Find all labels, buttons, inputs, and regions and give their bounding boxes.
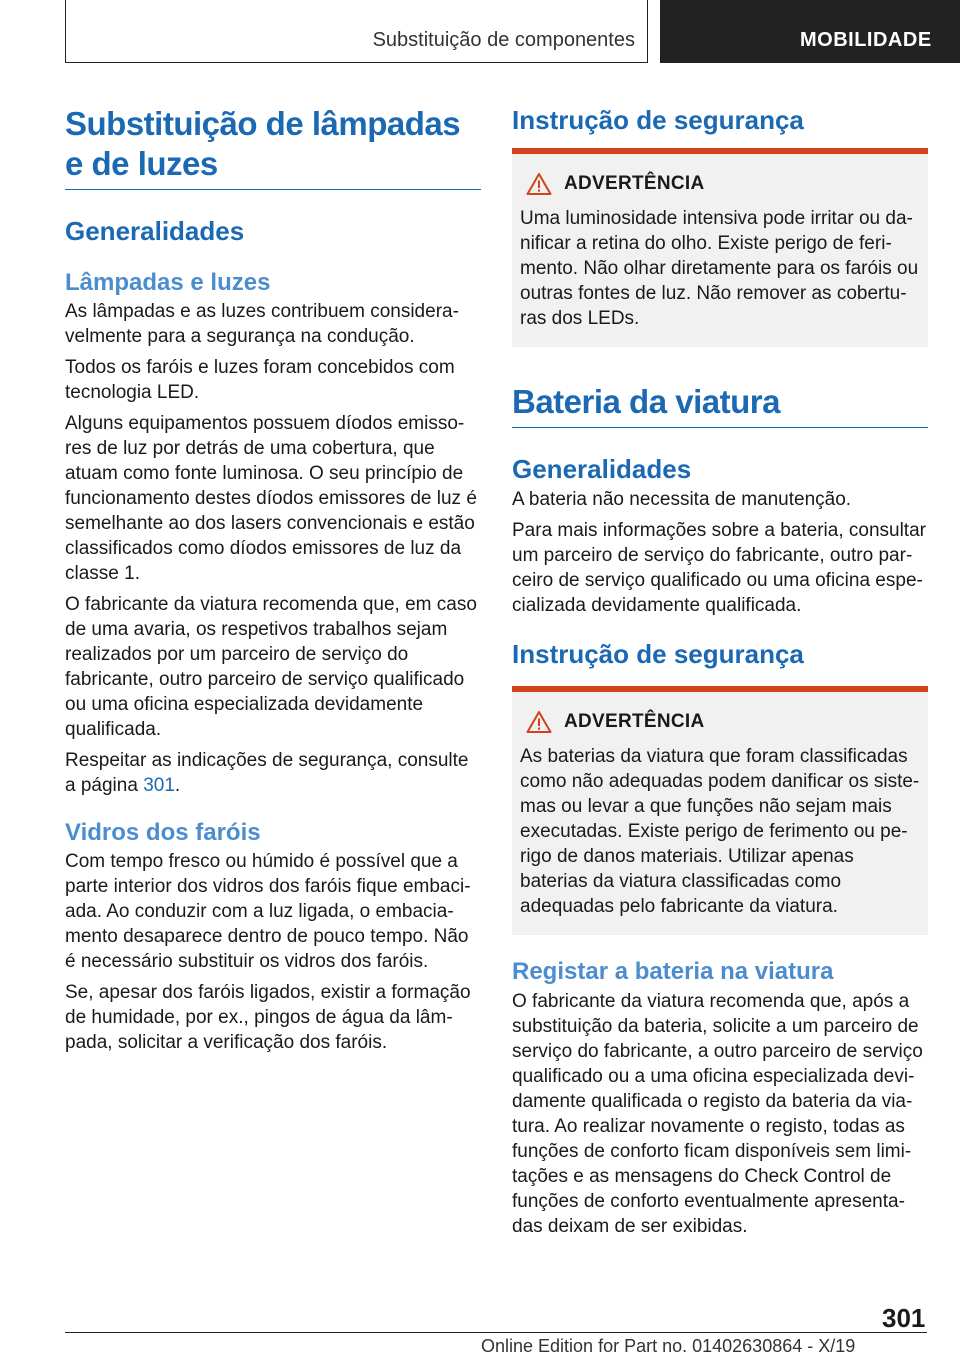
section-title-bateria: Bateria da viatura [512,382,928,428]
section-title: Substituição de componentes [372,29,635,51]
paragraph: Com tempo fresco ou húmido é possível que a parte interior dos vidros dos faróis fique embaciada. Ao conduzir com a luz ligada, o embaciamento desaparece dentro de pouco tempo. Não é necessário substituir os vidros dos faróis. [65,851,471,972]
page-link[interactable]: 301 [143,775,175,796]
warning-title: ADVERTÊNCIA [564,173,705,194]
heading-generalidades: Generalidades [65,216,245,246]
warning-title: ADVERTÊNCIA [564,711,705,732]
paragraph: Para mais informações sobre a bateria, consultar um parceiro de serviço do fabricante, outro parceiro de serviço qualificado ou uma oficina especializada devidamente qualificada. [512,520,926,616]
paragraph: O fabricante da viatura recomenda que, após a substituição da bateria, solicite a um parceiro de serviço do fabricante, a outro parceiro de serviço qualificado ou a uma oficina especializada devidamente qualificada o registo da bateria da viatura. Ao realizar novamente o registo, todas as funções de conforto ficam disponíveis sem limitações e as mensagens do Check Control de funções de conforto eventualmente apresentadas deixam de ser exibidas. [512,991,923,1237]
paragraph: Todos os faróis e luzes foram concebidos com tecnologia LED. [65,357,455,403]
warning-triangle-icon [526,710,552,734]
footer-edition: Online Edition for Part no. 01402630864 - X/19 [481,1336,856,1356]
heading-instrucao-seguranca: Instrução de segurança [512,105,804,135]
warning-text: Uma luminosidade intensiva pode irritar ou danificar a retina do olho. Existe perigo de ferimento. Não olhar diretamente para os faróis ou outras fontes de luz. Não remover as coberturas dos LEDs. [520,208,919,329]
running-header-section [65,0,648,63]
paragraph: A bateria não necessita de manutenção. [512,489,852,510]
footer-rule [65,1332,927,1333]
reference-suffix: . [174,775,181,796]
warning-box [512,148,928,347]
page-number: 301 [882,1303,926,1333]
heading-registar-bateria: Registar a bateria na viatura [512,958,834,985]
warning-header [526,710,920,734]
heading-instrucao-seguranca-bateria: Instrução de segurança [512,639,804,669]
warning-box [512,686,928,935]
heading-lampadas-luzes: Lâmpadas e luzes [65,269,271,296]
right-column [512,104,928,1239]
paragraph-safety-reference [65,748,481,798]
paragraph: As lâmpadas e as luzes contribuem consideravelmente para a segurança na condução. [65,301,459,347]
paragraph: Se, apesar dos faróis ligados, existir a formação de humidade, por ex., pingos de água da lâmpada, solicitar a verificação dos faróis. [65,982,471,1053]
warning-header [526,172,920,196]
left-column [65,104,481,1055]
heading-vidros-farois: Vidros dos faróis [65,819,261,846]
heading-generalidades-bateria: Generalidades [512,454,692,484]
warning-triangle-icon [526,172,552,196]
warning-text: As baterias da viatura que foram classificadas como não adequadas podem danificar os sistemas ou levar a que funções não sejam mais executadas. Existe perigo de ferimento ou perigo de danos materiais. Utilizar apenas baterias da viatura classificadas como adequadas pelo fabricante da viatura. [520,746,920,917]
page-title: Substituição de lâmpadas e de luzes [65,104,481,190]
reference-text: Respeitar as indicações de segurança, consulte a página [65,750,469,796]
running-header-chapter [660,0,960,63]
paragraph: Alguns equipamentos possuem díodos emissores de luz por detrás de uma cobertura, que atuam como fonte luminosa. O seu princípio de funcionamento destes díodos emissores de luz é semelhante ao dos lasers convencionais e estão classificados como díodos emissores de luz da classe 1. [65,413,477,584]
chapter-title: MOBILIDADE [800,29,932,51]
paragraph: O fabricante da viatura recomenda que, em caso de uma avaria, os respetivos trabalhos sejam realizados por um parceiro de serviço do fabricante, outro parceiro de serviço qualificado ou uma oficina especializada devidamente qualificada. [65,594,477,740]
